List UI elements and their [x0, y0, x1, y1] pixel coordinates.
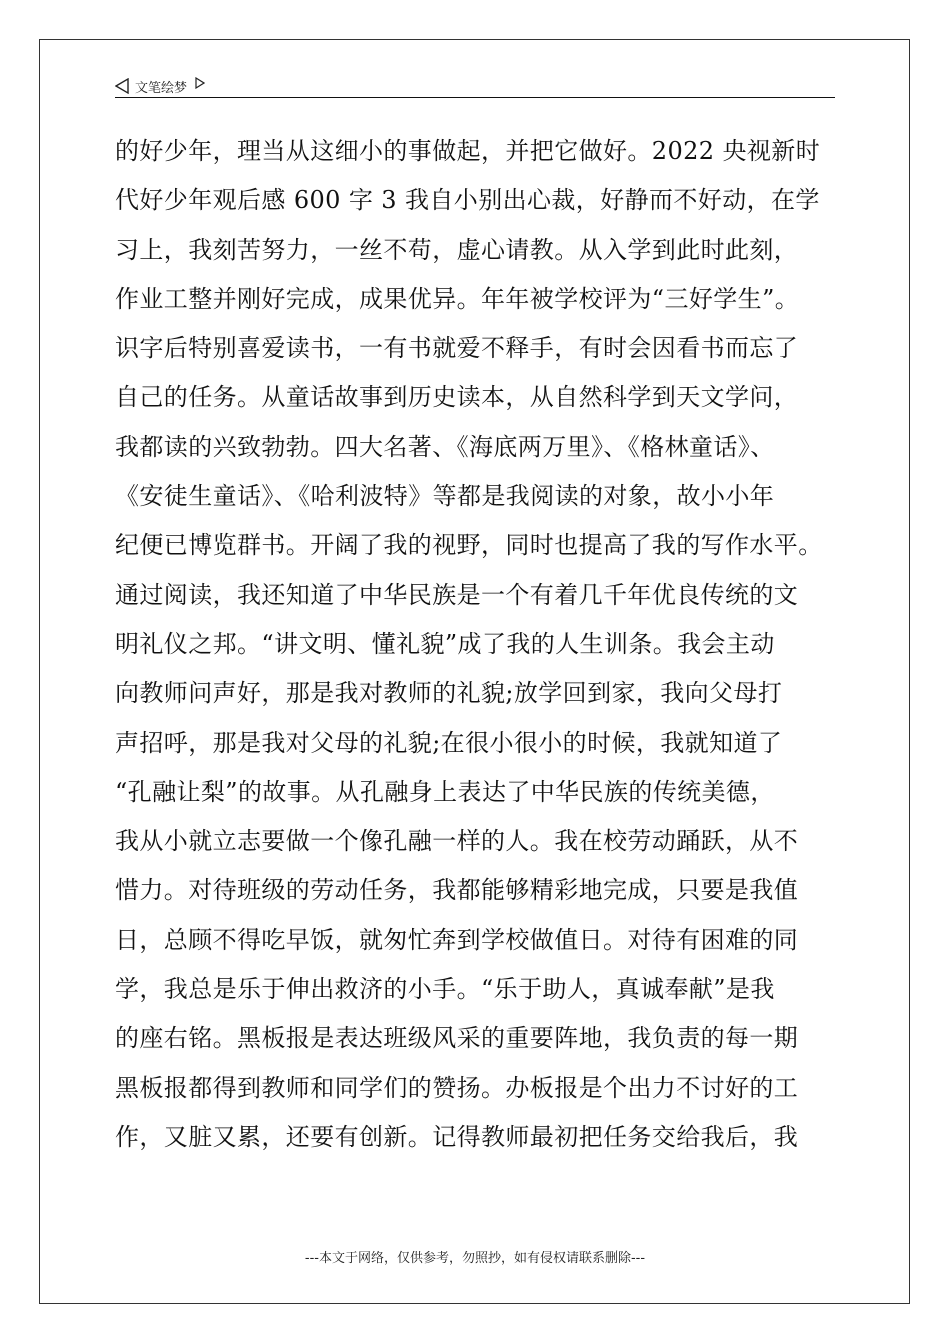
body-text-line: 代好少年观后感 600 字 3 我自小别出心裁，好静而不好动，在学: [115, 186, 820, 215]
body-text-line: 学，我总是乐于伸出救济的小手。“乐于助人，真诚奉献”是我: [115, 975, 775, 1004]
body-text-line: 习上，我刻苦努力，一丝不苟，虚心请教。从入学到此时此刻，: [115, 235, 799, 264]
body-text-line: “孔融让梨”的故事。从孔融身上表达了中华民族的传统美德，: [115, 777, 775, 806]
header-title: 文笔绘梦: [135, 80, 188, 96]
body-text-line: 日，总顾不得吃早饭，就匆忙奔到学校做值日。对待有困难的同: [115, 925, 799, 954]
body-text-line: 识字后特别喜爱读书，一有书就爱不释手，有时会因看书而忘了: [115, 334, 799, 363]
document-body: [115, 127, 840, 1162]
body-text-line: 惜力。对待班级的劳动任务，我都能够精彩地完成，只要是我值: [115, 876, 799, 905]
triangle-right-outline-icon: [195, 77, 205, 89]
triangle-left-outline-icon: [115, 78, 129, 94]
body-text-line: 作，又脏又累，还要有创新。记得教师最初把任务交给我后，我: [115, 1122, 799, 1151]
body-text-line: 黑板报都得到教师和同学们的赞扬。办板报是个出力不讨好的工: [115, 1073, 799, 1102]
body-text-line: 纪便已博览群书。开阔了我的视野，同时也提高了我的写作水平。: [115, 531, 823, 560]
body-text-line: 《安徒生童话》、《哈利波特》等都是我阅读的对象，故小小年: [115, 482, 775, 511]
body-text-line: 我从小就立志要做一个像孔融一样的人。我在校劳动踊跃，从不: [115, 827, 799, 856]
body-text-line: 的座右铭。黑板报是表达班级风采的重要阵地，我负责的每一期: [115, 1024, 799, 1053]
body-text-line: 的好少年，理当从这细小的事做起，并把它做好。2022 央视新时: [115, 137, 821, 165]
body-text-line: 明礼仪之邦。“讲文明、懂礼貌”成了我的人生训条。我会主动: [115, 629, 775, 658]
footer-disclaimer: ---本文于网络，仅供参考，勿照抄，如有侵权请联系删除---: [304, 1251, 646, 1266]
header-divider: [115, 97, 835, 98]
body-text-line: 作业工整并刚好完成，成果优异。年年被学校评为“三好学生”。: [115, 284, 800, 313]
body-text-line: 向教师问声好，那是我对教师的礼貌;放学回到家，我向父母打: [115, 679, 783, 708]
page-header: [115, 74, 835, 98]
body-text-line: 我都读的兴致勃勃。四大名著、《海底两万里》、《格林童话》、: [115, 432, 775, 461]
body-text-line: 通过阅读，我还知道了中华民族是一个有着几千年优良传统的文: [115, 580, 799, 609]
body-text-line: 声招呼，那是我对父母的礼貌;在很小很小的时候，我就知道了: [115, 728, 783, 757]
body-text-line: 自己的任务。从童话故事到历史读本，从自然科学到天文学问，: [115, 383, 799, 412]
